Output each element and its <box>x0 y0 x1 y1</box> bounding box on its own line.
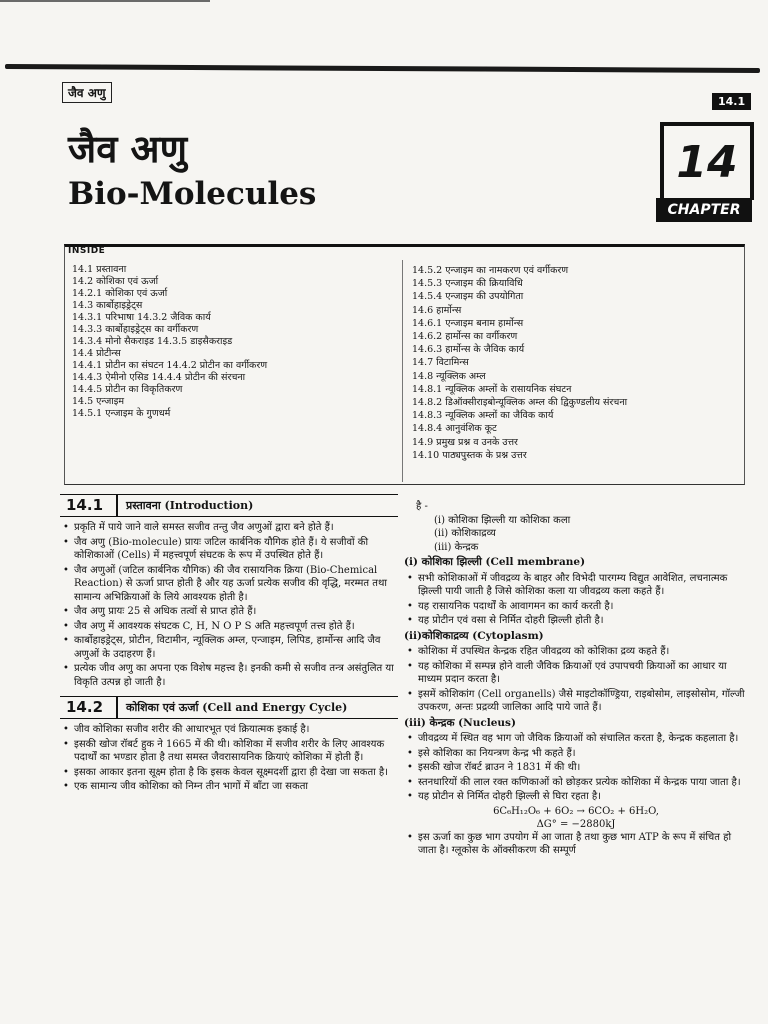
list-item: • प्रत्येक जीव अणु का अपना एक विशेष महत्त्व है। इनकी कमी से सजीव तन्त्र असंतुलित या विकृति उत्पन्न हो जाती है। <box>60 662 398 689</box>
section-number: 14.2 <box>60 697 118 718</box>
list-item: • इसका आकार इतना सूक्ष्म होता है कि इसक केवल सूक्ष्मदर्शी द्वारा ही देखा जा सकता है। <box>60 766 398 780</box>
top-edge-line <box>0 0 210 2</box>
contents-entry: 14.8.3 न्यूक्लिक अम्लों का जैविक कार्य <box>412 410 554 422</box>
list-item: • यह रासायनिक पदार्थों के आवागमन का कार्य करती है। <box>404 600 748 614</box>
contents-entry: 14.6.3 हार्मोन्स के जैविक कार्य <box>412 344 525 356</box>
list-item: • जैव अणु में आवश्यक संघटक C, H, N O P S अति महत्त्वपूर्ण तत्त्व होते हैं। <box>60 620 398 634</box>
section-header-14-1 <box>60 494 398 517</box>
contents-entry: 14.8.4 आनुवंशिक कूट <box>412 423 497 435</box>
contents-entry: 14.5.3 एन्जाइम की क्रियाविधि <box>412 278 523 290</box>
list-item: • एक सामान्य जीव कोशिका को निम्न तीन भागों में बाँटा जा सकता <box>60 780 398 794</box>
section-title: प्रस्तावना (Introduction) <box>126 498 254 512</box>
contents-divider <box>402 260 403 482</box>
chapter-number: 14 <box>660 122 754 200</box>
list-item: • सभी कोशिकाओं में जीवद्रव्य के बाहर और विभेदी पारगम्य विद्युत आवेशित, लचनात्मक झिल्ली पायी जाती है जिसे कोशिका कला या जीवद्रव्य कला कहते हैं। <box>404 572 748 599</box>
cell-part: (ii) कोशिकाद्रव्य <box>434 528 496 539</box>
contents-entry: 14.5.4 एन्जाइम की उपयोगिता <box>412 291 524 303</box>
list-item: • जीव कोशिका सजीव शरीर की आधारभूत एवं क्रियात्मक इकाई है। <box>60 723 398 737</box>
contents-entry: 14.10 पाठ्यपुस्तक के प्रश्न उत्तर <box>412 449 527 461</box>
section-badge: 14.1 <box>712 93 751 110</box>
list-item: • यह प्रोटीन एवं वसा से निर्मित दोहरी झिल्ली होती है। <box>404 614 748 628</box>
list-item: • जैव अणु (Bio-molecule) प्रायः जटिल कार्बनिक यौगिक होते हैं। ये सजीवों की कोशिकाओं (Cells) में महत्त्वपूर्ण संघटक के रूप में उपस्थित होते हैं। <box>60 536 398 563</box>
contents-entry: 14.6 हार्मोन्स <box>412 304 462 316</box>
list-item: • कोशिका में उपस्थित केन्द्रक रहित जीवद्रव्य को कोशिका द्रव्य कहते हैं। <box>404 645 748 659</box>
contents-entry: 14.8 न्यूक्लिक अम्ल <box>412 370 486 382</box>
contents-entry: 14.4 प्रोटीन्स <box>72 348 121 359</box>
cell-part: (iii) केन्द्रक <box>434 541 479 553</box>
equation-glucose-oxidation: 6C₆H₁₂O₆ + 6O₂ → 6CO₂ + 6H₂O, <box>493 805 659 817</box>
subheading-nucleus: (iii) केन्द्रक (Nucleus) <box>404 716 516 729</box>
running-head-tag: जैव अणु <box>62 82 112 103</box>
contents-entry: 14.1 प्रस्तावना <box>72 264 127 275</box>
contents-entry: 14.8.1 न्यूक्लिक अम्लों के रासायनिक संघटन <box>412 383 572 395</box>
contents-entry: 14.9 प्रमुख प्रश्न व उनके उत्तर <box>412 436 518 448</box>
contents-entry: 14.6.1 एन्जाइम बनाम हार्मोन्स <box>412 317 524 329</box>
list-item: • इसकी खोज रॉबर्ट ब्राउन ने 1831 में की थी। <box>404 761 748 775</box>
contents-left-column <box>72 264 267 420</box>
contents-entry: 14.5.1 एन्जाइम के गुणधर्म <box>72 408 171 419</box>
list-item: • यह कोशिका में सम्पन्न होने वाली जैविक क्रियाओं एवं उपापचयी क्रियाओं का आधार या माध्यम प्रदान करता है। <box>404 660 748 687</box>
contents-entry: 14.7 विटामिन्स <box>412 357 469 369</box>
contents-entry: 14.8.2 डिऑक्सीराइबोन्यूक्लिक अम्ल की द्विकुण्डलीय संरचना <box>412 397 628 409</box>
list-item: • इसमें कोशिकांग (Cell organells) जैसे माइटोकॉण्ड्रिया, राइबोसोम, लाइसोसोम, गॉल्जी उपकरण, अन्तः प्रद्रव्यी जालिका आदि पाये जाते हैं। <box>404 688 748 715</box>
cell-part: (i) कोशिका झिल्ली या कोशिका कला <box>434 514 571 526</box>
contents-entry: 14.5 एन्जाइम <box>72 396 125 407</box>
contents-entry: 14.3.1 परिभाषा 14.3.2 जैविक कार्य <box>72 312 211 323</box>
list-item: • इस ऊर्जा का कुछ भाग उपयोग में आ जाता है तथा कुछ भाग ATP के रूप में संचित हो जाता है। ग्लूकोस के ऑक्सीकरण की सम्पूर्ण <box>404 831 748 858</box>
section-header-14-2 <box>60 696 398 719</box>
section-title: कोशिका एवं ऊर्जा (Cell and Energy Cycle) <box>126 700 348 714</box>
contents-entry: 14.2 कोशिका एवं ऊर्जा <box>72 276 159 287</box>
contents-entry: 14.5.2 एन्जाइम का नामकरण एवं वर्गीकरण <box>412 265 569 276</box>
left-column <box>60 494 398 795</box>
inside-label: INSIDE <box>68 246 106 256</box>
list-item: • प्रकृति में पाये जाने वाले समस्त सजीव तन्तु जैव अणुओं द्वारा बने होते हैं। <box>60 521 398 535</box>
subheading-cell-membrane: (i) कोशिका झिल्ली (Cell membrane) <box>404 556 586 568</box>
contents-entry: 14.3.3 कार्बोहाइड्रेट्स का वर्गीकरण <box>72 324 199 335</box>
contents-entry: 14.6.2 हार्मोन्स का वर्गीकरण <box>412 331 518 343</box>
section-number: 14.1 <box>60 495 118 516</box>
chapter-title-english: Bio-Molecules <box>68 176 317 212</box>
list-item: • इसकी खोज रॉबर्ट हुक ने 1665 में की थी। कोशिका में सजीव शरीर के लिए आवश्यक पदार्थों का भण्डार होता है तथा समस्त जैवरासायनिक क्रियाएं कोशिका में होती हैं। <box>60 738 398 765</box>
contents-entry: 14.4.5 प्रोटीन का विकृतिकरण <box>72 384 183 395</box>
contents-entry: 14.4.3 ऐमीनो एसिड 14.4.4 प्रोटीन की संरचना <box>72 372 246 383</box>
header-rule <box>5 64 760 73</box>
subheading-cytoplasm: (ii)कोशिकाद्रव्य (Cytoplasm) <box>404 629 544 642</box>
right-column <box>404 500 748 859</box>
list-item: • कार्बोहाइड्रेट्स, प्रोटीन, विटामीन, न्यूक्लिक अम्ल, एन्जाइम, लिपिड, हार्मोन्स आदि जैव अणुओं के उदाहरण हैं। <box>60 634 398 661</box>
contents-entry: 14.2.1 कोशिका एवं ऊर्जा <box>72 288 168 299</box>
list-item: • यह प्रोटीन से निर्मित दोहरी झिल्ली से घिरा रहता है। <box>404 790 748 804</box>
chapter-title-hindi: जैव अणु <box>68 126 188 171</box>
chapter-label: CHAPTER <box>656 198 752 222</box>
list-item: • स्तनधारियों की लाल रक्त कणिकाओं को छोड़कर प्रत्येक कोशिका में केन्द्रक पाया जाता है। <box>404 776 748 790</box>
contents-entry: 14.3.4 मोनो सैकराइड 14.3.5 डाइसैकराइड <box>72 336 233 347</box>
list-item: • जैव अणुओं (जटिल कार्बनिक यौगिक) की जैव रासायनिक क्रिया (Bio-Chemical Reaction) से ऊर्जा प्राप्त होती है और यह ऊर्जा प्रत्येक सजीव की वृद्धि, मरम्मत तथा सामान्य अभिक्रियाओं के लिये आवश्यक होती है। <box>60 564 398 605</box>
equation-free-energy: ΔG° = −2880kJ <box>536 818 616 830</box>
list-item: • इसे कोशिका का नियन्त्रण केन्द्र भी कहते हैं। <box>404 747 748 761</box>
list-item: • जीवद्रव्य में स्थित वह भाग जो जैविक क्रियाओं को संचालित करता है, केन्द्रक कहलाता है। <box>404 732 748 746</box>
list-item: • जैव अणु प्रायः 25 से अधिक तत्वों से प्राप्त होते हैं। <box>60 605 398 619</box>
contents-right-column <box>412 264 627 462</box>
continued-text: है - <box>416 501 428 512</box>
contents-entry: 14.4.1 प्रोटीन का संघटन 14.4.2 प्रोटीन का वर्गीकरण <box>72 360 268 371</box>
contents-entry: 14.3 कार्बोहाइड्रेट्स <box>72 300 143 311</box>
